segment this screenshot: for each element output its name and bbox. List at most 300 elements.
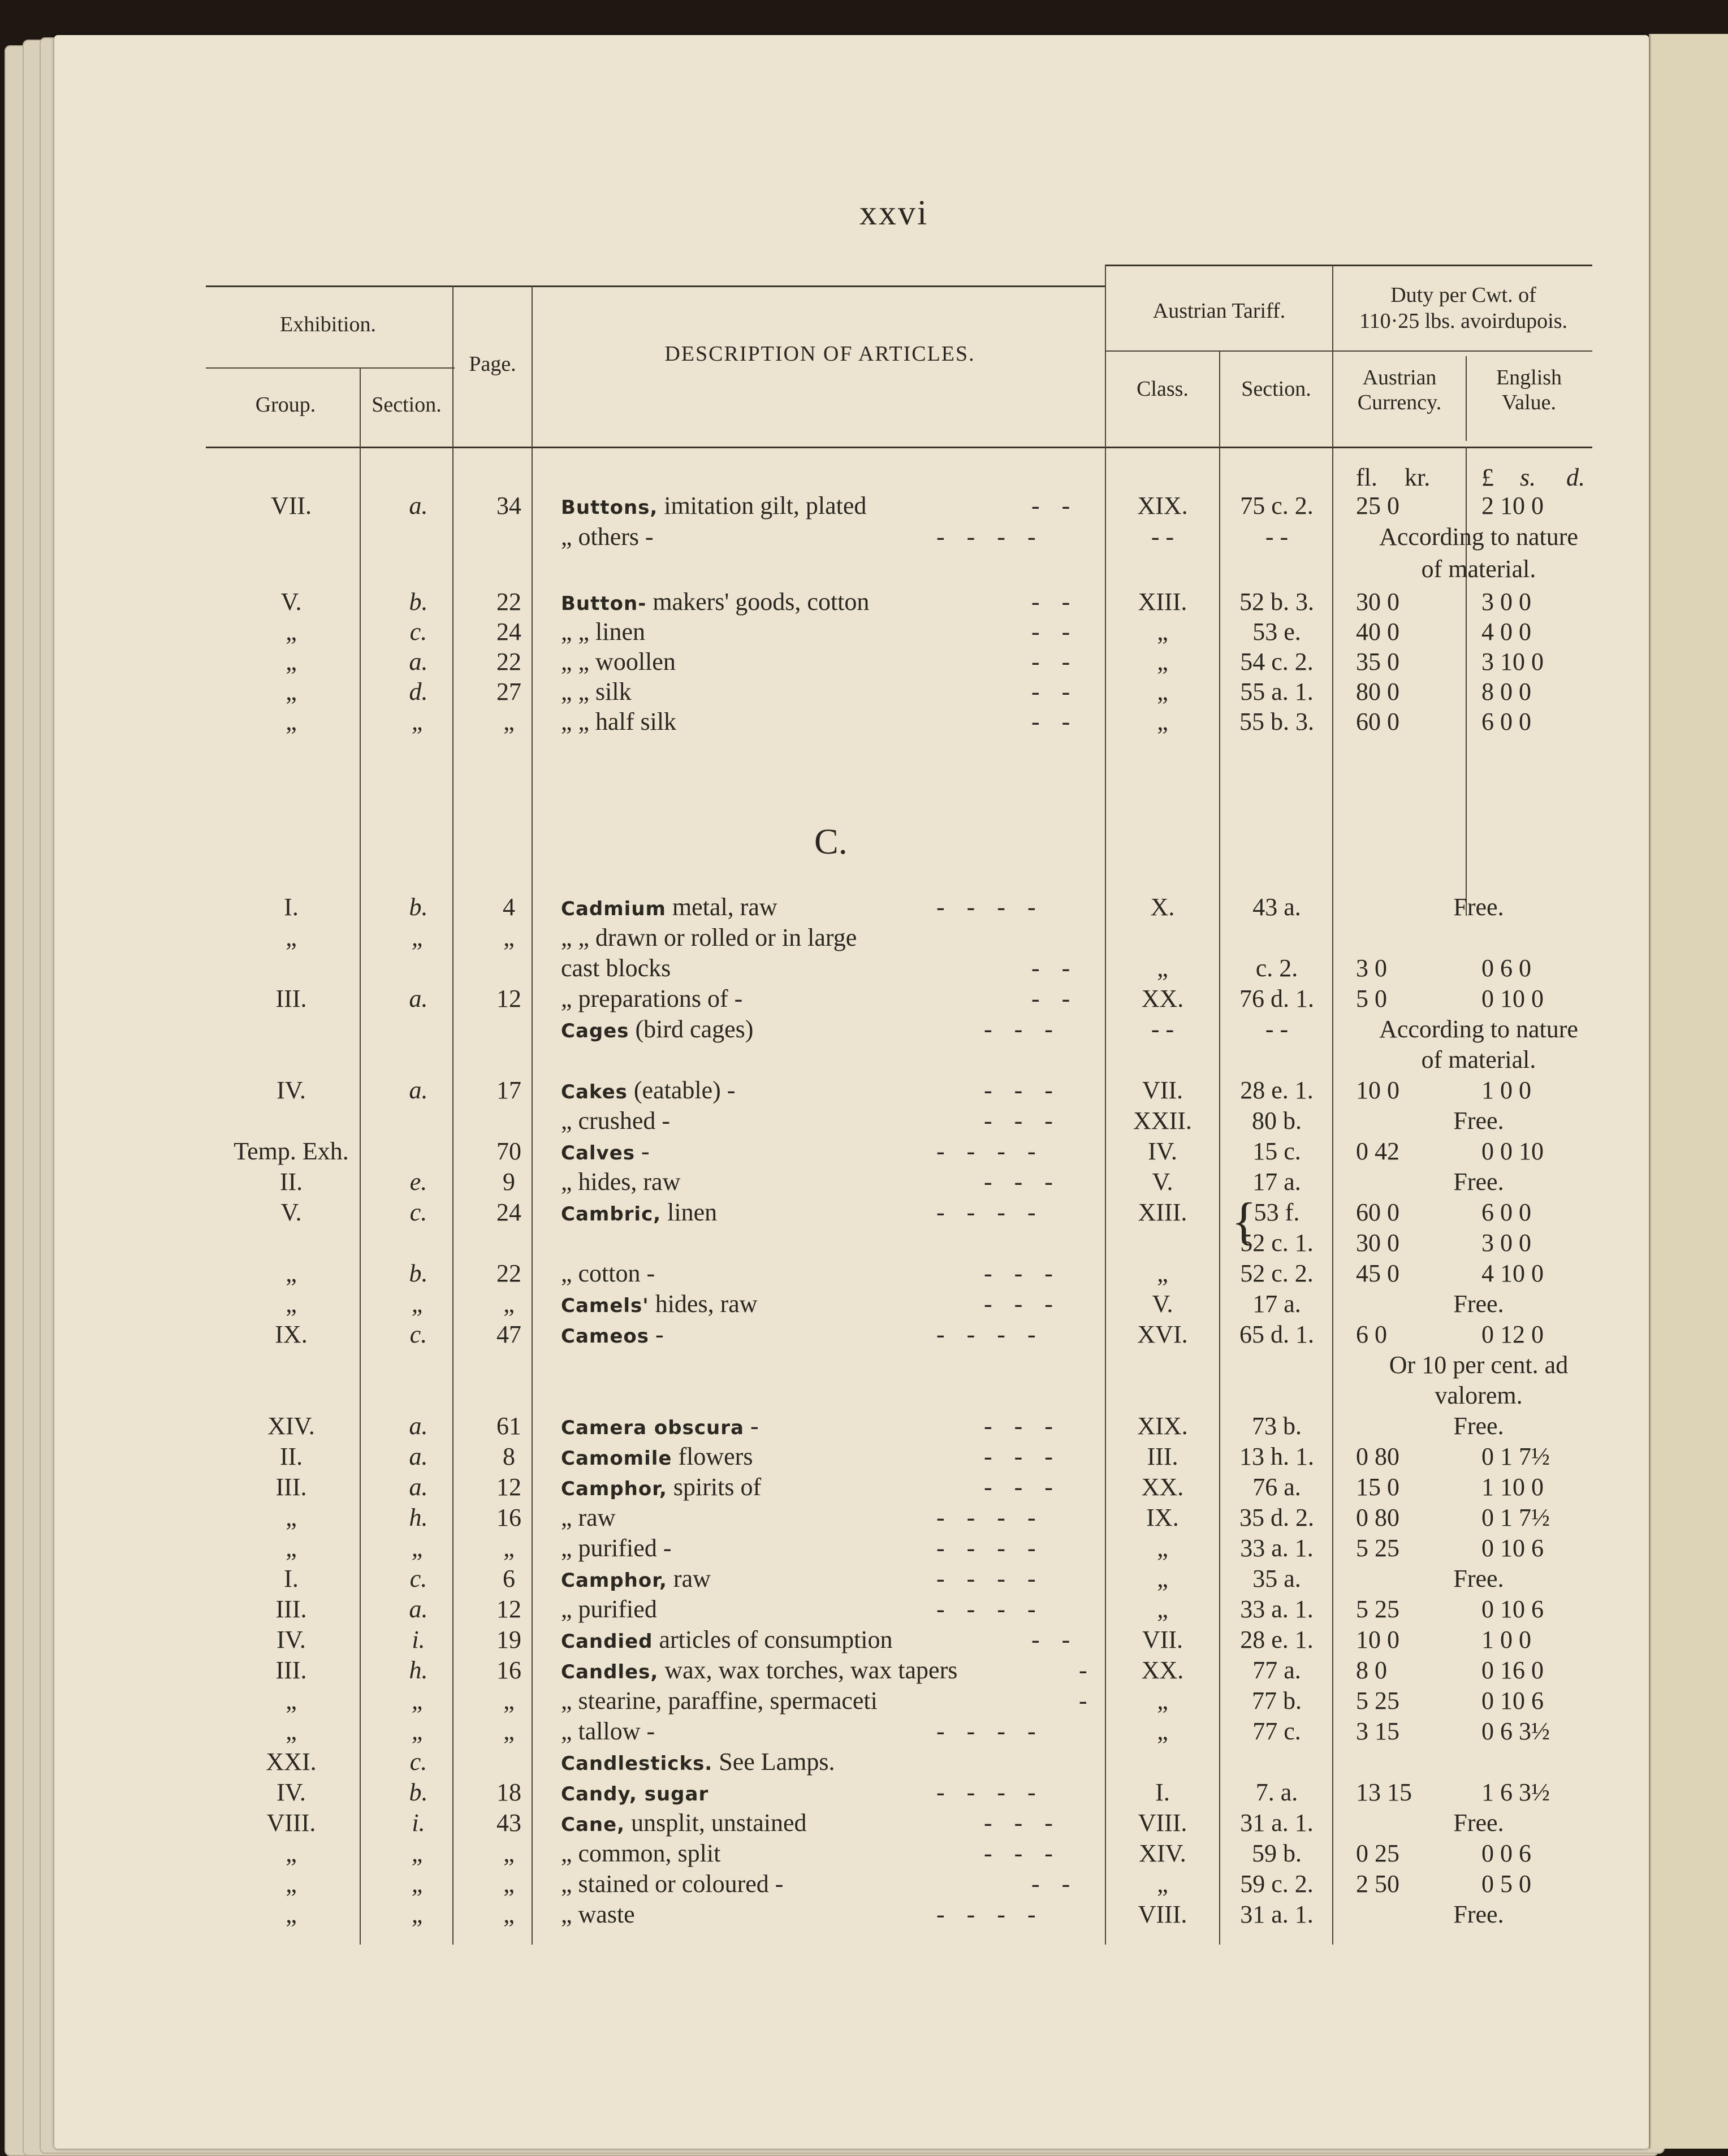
cell-group: XXI.: [266, 1748, 317, 1776]
cell-group: IV.: [277, 1076, 306, 1104]
cell-sec: „: [411, 1687, 426, 1715]
cell-page: 70: [496, 1137, 521, 1165]
cell-page: „: [503, 1717, 515, 1745]
article-name: Camomile: [561, 1447, 672, 1470]
cell-group: I.: [284, 1565, 299, 1592]
cell-asec: 53 f.: [1254, 1198, 1300, 1226]
cell-asec: 31 a. 1.: [1240, 1900, 1314, 1928]
tariff-rule: [1105, 350, 1592, 352]
cell-cls: XIII.: [1138, 588, 1187, 616]
cell-page: 16: [496, 1504, 521, 1531]
cell-asec: c. 2.: [1255, 954, 1298, 982]
unit-kr: kr.: [1405, 464, 1431, 491]
table-row: [0, 1900, 1728, 1929]
cell-description: [561, 1198, 717, 1228]
cell-sec: b.: [409, 588, 428, 616]
cell-group: „: [286, 1870, 297, 1898]
cell-asec: 17 a.: [1252, 1168, 1301, 1196]
cell-group: V.: [280, 1198, 302, 1226]
article-detail: „ stained or coloured -: [561, 1870, 784, 1898]
cell-asec: 17 a.: [1252, 1290, 1301, 1318]
cell-eng: 0 1 7½: [1481, 1504, 1550, 1531]
table-row: [0, 1473, 1728, 1501]
article-detail: imitation gilt, plated: [664, 492, 867, 519]
cell-sec: a.: [409, 985, 428, 1012]
table-row: [0, 648, 1728, 676]
cell-description: [561, 1534, 671, 1562]
article-name: Calves: [561, 1142, 636, 1164]
cell-sec: h.: [409, 1656, 428, 1684]
cell-eng: 0 10 0: [1481, 985, 1544, 1012]
article-detail: metal, raw: [672, 893, 777, 921]
table-row: [0, 1382, 1728, 1410]
cell-cls: „: [1157, 648, 1168, 676]
cell-group: IV.: [277, 1626, 306, 1653]
cell-group: „: [286, 618, 297, 646]
article-name: Cakes: [561, 1081, 628, 1103]
cell-page: 19: [496, 1626, 521, 1653]
cell-sec: a.: [409, 1443, 428, 1470]
cell-eng: 0 6 3½: [1481, 1717, 1550, 1745]
cell-asec: 55 a. 1.: [1240, 678, 1314, 705]
article-detail: spirits of: [673, 1473, 762, 1501]
cell-aus: 13 15: [1356, 1778, 1412, 1806]
leader-dashes: - - - -: [936, 1717, 1044, 1745]
table-row: [0, 1626, 1728, 1654]
cell-description: [561, 1900, 635, 1929]
unit-fl: fl.: [1356, 464, 1377, 491]
cell-page: „: [503, 1290, 515, 1318]
table-row: [0, 1778, 1728, 1807]
cell-page: 18: [496, 1778, 521, 1806]
cell-group: „: [286, 924, 297, 951]
cell-cls: IV.: [1148, 1137, 1177, 1165]
article-detail: „ hides, raw: [561, 1168, 681, 1196]
cell-cls: VIII.: [1138, 1900, 1187, 1928]
cell-description: [561, 1778, 709, 1808]
cell-aus: 5 25: [1356, 1534, 1399, 1562]
cell-sec: „: [411, 1534, 426, 1562]
cell-aus: 6 0: [1356, 1321, 1387, 1348]
cell-eng: 6 0 0: [1481, 1198, 1531, 1226]
cell-group: III.: [275, 1473, 307, 1501]
cell-description: [561, 1717, 655, 1746]
units-row: [0, 464, 1728, 492]
cell-eng: 0 10 6: [1481, 1687, 1544, 1715]
article-detail: flowers: [678, 1443, 753, 1470]
article-detail: „ cotton -: [561, 1259, 655, 1287]
leader-dashes: - - - -: [936, 1321, 1044, 1348]
cell-eng: 0 12 0: [1481, 1321, 1544, 1348]
cell-eng: 1 0 0: [1481, 1626, 1531, 1653]
cell-asec: 54 c. 2.: [1240, 648, 1314, 676]
cell-aus: 0 42: [1356, 1137, 1399, 1165]
cell-group: IX.: [275, 1321, 308, 1348]
cell-page: 6: [503, 1565, 515, 1592]
table-row: [0, 1076, 1728, 1105]
article-detail: „ „ silk: [561, 678, 632, 705]
leader-dashes: - - -: [984, 1412, 1061, 1440]
article-name: Cadmium: [561, 898, 666, 920]
cell-group: „: [286, 1259, 297, 1287]
cell-page: „: [503, 924, 515, 951]
page-number: xxvi: [859, 194, 929, 232]
article-name: Camera obscura: [561, 1417, 744, 1439]
cell-aus: 5 25: [1356, 1687, 1399, 1715]
cell-sec: c.: [409, 1321, 427, 1348]
cell-page: 47: [496, 1321, 521, 1348]
table-row: [0, 1534, 1728, 1562]
cell-page: 22: [496, 588, 521, 616]
cell-cls: VII.: [1142, 1626, 1183, 1653]
cell-group: VII.: [270, 492, 312, 519]
table-row: [0, 523, 1728, 551]
cell-group: II.: [279, 1443, 303, 1470]
cell-aus: 8 0: [1356, 1656, 1387, 1684]
cell-eng: 0 10 6: [1481, 1595, 1544, 1623]
article-name: Candy, sugar: [561, 1783, 709, 1806]
leader-dashes: - -: [1031, 492, 1078, 519]
article-detail: wax, wax torches, wax tapers: [664, 1656, 958, 1684]
leader-dashes: -: [1079, 1687, 1095, 1715]
article-name: Cages: [561, 1020, 629, 1042]
cell-aus: 3 0: [1356, 954, 1387, 982]
cell-sec: „: [411, 1290, 426, 1318]
cell-asec: 76 a.: [1252, 1473, 1301, 1501]
cell-description: [561, 1656, 957, 1686]
cell-description: [561, 1015, 753, 1045]
cell-duty: Free.: [1453, 1900, 1504, 1928]
cell-group: „: [286, 1900, 297, 1928]
cell-sec: b.: [409, 893, 428, 921]
cell-group: „: [286, 708, 297, 735]
table-row: [0, 1351, 1728, 1379]
leader-dashes: - -: [1031, 648, 1078, 676]
leader-dashes: - - - -: [936, 893, 1044, 921]
cell-asec: 52 c. 1.: [1240, 1229, 1314, 1257]
cell-description: [561, 1137, 650, 1167]
cell-cls: XIV.: [1139, 1839, 1186, 1867]
cell-sec: c.: [409, 618, 427, 646]
cell-cls: V.: [1152, 1290, 1173, 1318]
cell-cls: „: [1157, 1595, 1168, 1623]
cell-cls: VIII.: [1138, 1809, 1187, 1837]
section-letter: C.: [814, 821, 848, 861]
cell-asec: 35 a.: [1252, 1565, 1301, 1592]
cell-aus: 45 0: [1356, 1259, 1399, 1287]
cell-sec: a.: [409, 1595, 428, 1623]
cell-sec: a.: [409, 1076, 428, 1104]
cell-page: „: [503, 1534, 515, 1562]
cell-eng: 2 10 0: [1481, 492, 1544, 519]
cell-duty: valorem.: [1435, 1382, 1523, 1409]
cell-aus: 15 0: [1356, 1473, 1399, 1501]
cell-duty: Free.: [1453, 1412, 1504, 1440]
cell-asec: 59 b.: [1252, 1839, 1302, 1867]
table-row: [0, 1809, 1728, 1837]
cell-description: [561, 985, 742, 1013]
leader-dashes: - - - -: [936, 1534, 1044, 1562]
article-name: Button-: [561, 592, 647, 615]
article-detail: makers' goods, cotton: [653, 588, 870, 616]
cell-sec: „: [411, 1900, 426, 1928]
leader-dashes: - -: [1031, 985, 1078, 1012]
cell-asec: 33 a. 1.: [1240, 1534, 1314, 1562]
cell-cls: I.: [1155, 1778, 1170, 1806]
table-row: [0, 555, 1728, 583]
cell-sec: c.: [409, 1198, 427, 1226]
cell-group: „: [286, 1290, 297, 1318]
table-row: [0, 1198, 1728, 1227]
leader-dashes: - -: [1031, 678, 1078, 705]
cell-page: 24: [496, 1198, 521, 1226]
cell-group: „: [286, 1687, 297, 1715]
cell-sec: „: [411, 1717, 426, 1745]
cell-asec: - -: [1265, 1015, 1289, 1043]
article-name: Camels': [561, 1295, 649, 1317]
article-detail: „ others -: [561, 523, 654, 551]
cell-aus: 30 0: [1356, 588, 1399, 616]
table-row: [0, 924, 1728, 952]
cell-duty: Free.: [1453, 893, 1504, 921]
table-row: [0, 1259, 1728, 1288]
cell-asec: 65 d. 1.: [1239, 1321, 1314, 1348]
article-detail: -: [641, 1137, 650, 1165]
article-name: Candlesticks.: [561, 1752, 713, 1775]
cell-description: [561, 1687, 878, 1715]
cell-eng: 8 0 0: [1481, 678, 1531, 705]
cell-description: [561, 1504, 616, 1532]
cell-sec: „: [411, 924, 426, 951]
cell-description: [561, 1107, 670, 1135]
cell-asec: 73 b.: [1252, 1412, 1302, 1440]
cell-description: [561, 1748, 835, 1778]
cell-sec: a.: [409, 492, 428, 519]
header-english-value: English: [1496, 366, 1562, 389]
cell-sec: b.: [409, 1259, 428, 1287]
cell-page: „: [503, 1870, 515, 1898]
cell-eng: 3 10 0: [1481, 648, 1544, 676]
cell-eng: 0 16 0: [1481, 1656, 1544, 1684]
cell-description: [561, 1168, 680, 1196]
cell-aus: 80 0: [1356, 678, 1399, 705]
cell-asec: 43 a.: [1252, 893, 1301, 921]
article-name: Camphor,: [561, 1569, 667, 1592]
cell-description: [561, 1076, 735, 1106]
leader-dashes: - - -: [984, 1259, 1061, 1287]
cell-asec: 76 d. 1.: [1239, 985, 1314, 1012]
table-row: [0, 1839, 1728, 1868]
header-exhibition: Exhibition.: [280, 313, 376, 336]
table-row: [0, 954, 1728, 982]
cell-sec: c.: [409, 1748, 427, 1776]
leader-dashes: - -: [1031, 1626, 1078, 1653]
article-name: Cameos: [561, 1325, 649, 1348]
unit-d: d.: [1566, 464, 1585, 491]
cell-group: „: [286, 1504, 297, 1531]
cell-group: XIV.: [267, 1412, 315, 1440]
header-duty-line2: 110·25 lbs. avoirdupois.: [1359, 309, 1567, 333]
cell-sec: a.: [409, 1412, 428, 1440]
cell-page: 24: [496, 618, 521, 646]
leader-dashes: - - -: [984, 1473, 1061, 1501]
cell-duty: According to nature: [1379, 523, 1578, 551]
cell-eng: 0 5 0: [1481, 1870, 1531, 1898]
cell-asec: 59 c. 2.: [1240, 1870, 1314, 1898]
cell-asec: 52 b. 3.: [1239, 588, 1314, 616]
cell-group: „: [286, 648, 297, 676]
cell-description: [561, 1595, 657, 1624]
cell-page: 12: [496, 1473, 521, 1501]
table-row: [0, 1870, 1728, 1898]
article-detail: -: [750, 1412, 759, 1440]
cell-cls: XVI.: [1137, 1321, 1188, 1348]
table-row: [0, 1168, 1728, 1196]
table-row: [0, 1443, 1728, 1471]
header-class: Class.: [1137, 377, 1189, 401]
leader-dashes: -: [1079, 1656, 1095, 1684]
cell-page: 34: [496, 492, 521, 519]
cell-group: II.: [279, 1168, 303, 1196]
cell-sec: a.: [409, 1473, 428, 1501]
cell-description: [561, 1259, 655, 1288]
header-section: Section.: [371, 393, 442, 417]
cell-description: [561, 708, 676, 736]
cell-eng: 3 0 0: [1481, 588, 1531, 616]
article-detail: articles of consumption: [659, 1626, 893, 1653]
cell-group: III.: [275, 985, 307, 1012]
article-detail: „ purified -: [561, 1534, 672, 1562]
cell-cls: XX.: [1141, 985, 1184, 1012]
cell-group: „: [286, 678, 297, 705]
leader-dashes: - - -: [984, 1443, 1061, 1470]
cell-sec: h.: [409, 1504, 428, 1531]
leader-dashes: - -: [1031, 708, 1078, 735]
cell-aus: 5 0: [1356, 985, 1387, 1012]
cell-description: [561, 1473, 761, 1503]
cell-aus: 35 0: [1356, 648, 1399, 676]
leader-dashes: - - -: [984, 1076, 1061, 1104]
cell-cls: „: [1157, 618, 1168, 646]
cell-eng: 0 6 0: [1481, 954, 1531, 982]
cell-asec: 77 c.: [1252, 1717, 1301, 1745]
article-detail: cast blocks: [561, 954, 671, 982]
leader-dashes: - -: [1031, 1870, 1078, 1898]
cell-sec: e.: [409, 1168, 427, 1196]
cell-sec: i.: [412, 1809, 425, 1837]
table-row: [0, 492, 1728, 520]
cell-description: [561, 1626, 893, 1656]
article-name: Cambric,: [561, 1203, 662, 1226]
cell-asec: 53 e.: [1252, 618, 1301, 646]
cell-description: [561, 1290, 758, 1320]
rule: [1105, 265, 1106, 447]
cell-page: 22: [496, 648, 521, 676]
cell-page: „: [503, 1687, 515, 1715]
article-detail: „ tallow -: [561, 1717, 655, 1745]
cell-page: 12: [496, 985, 521, 1012]
cell-description: [561, 1809, 807, 1839]
cell-eng: 3 0 0: [1481, 1229, 1531, 1257]
table-row: [0, 1595, 1728, 1624]
cell-cls: VII.: [1142, 1076, 1183, 1104]
cell-cls: - -: [1151, 523, 1174, 551]
cell-asec: 80 b.: [1252, 1107, 1302, 1135]
cell-duty: Free.: [1453, 1290, 1504, 1318]
table-row: [0, 985, 1728, 1013]
cell-eng: 0 0 6: [1481, 1839, 1531, 1867]
cell-aus: 2 50: [1356, 1870, 1399, 1898]
cell-asec: 55 b. 3.: [1239, 708, 1314, 735]
table-row: [0, 1412, 1728, 1440]
exhibition-rule: [206, 367, 455, 369]
cell-aus: 0 80: [1356, 1504, 1399, 1531]
cell-eng: 4 10 0: [1481, 1259, 1544, 1287]
cell-cls: X.: [1150, 893, 1175, 921]
cell-description: [561, 893, 777, 923]
article-detail: „ crushed -: [561, 1107, 671, 1135]
header-english-value: Value.: [1501, 391, 1557, 414]
article-name: Candied: [561, 1630, 653, 1653]
article-detail: -: [655, 1321, 664, 1348]
cell-group: V.: [280, 588, 302, 616]
article-detail: „ „ drawn or rolled or in large: [561, 924, 857, 951]
cell-duty: According to nature: [1379, 1015, 1578, 1043]
article-detail: „ „ linen: [561, 618, 646, 646]
cell-cls: XX.: [1141, 1656, 1184, 1684]
cell-page: 61: [496, 1412, 521, 1440]
table-row: [0, 1687, 1728, 1715]
cell-asec: 75 c. 2.: [1240, 492, 1314, 519]
cell-group: III.: [275, 1656, 307, 1684]
article-name: Cane,: [561, 1813, 625, 1836]
leader-dashes: - - -: [984, 1809, 1061, 1837]
cell-aus: 25 0: [1356, 492, 1399, 519]
cell-group: VIII.: [266, 1809, 316, 1837]
cell-page: 43: [496, 1809, 521, 1837]
cell-group: IV.: [277, 1778, 306, 1806]
cell-aus: 40 0: [1356, 618, 1399, 646]
cell-description: [561, 1839, 720, 1868]
cell-cls: „: [1157, 708, 1168, 735]
leader-dashes: - - -: [984, 1290, 1061, 1318]
cell-cls: - -: [1151, 1015, 1174, 1043]
cell-group: Temp. Exh.: [234, 1137, 349, 1165]
cell-asec: 13 h. 1.: [1239, 1443, 1314, 1470]
article-detail: „ preparations of -: [561, 985, 743, 1012]
header-austrian-currency: Currency.: [1357, 391, 1442, 414]
leader-dashes: - - - -: [936, 1504, 1044, 1531]
leader-dashes: - - -: [984, 1168, 1061, 1196]
table-row: [0, 1656, 1728, 1685]
table-row: [0, 1229, 1728, 1257]
cell-description: [561, 492, 866, 522]
cell-description: [561, 588, 869, 618]
cell-cls: „: [1157, 1870, 1168, 1898]
cell-sec: „: [411, 1839, 426, 1867]
cell-aus: 10 0: [1356, 1626, 1399, 1653]
table-row: [0, 1565, 1728, 1593]
cell-page: 12: [496, 1595, 521, 1623]
cell-group: III.: [275, 1595, 307, 1623]
cell-asec: 35 d. 2.: [1239, 1504, 1314, 1531]
article-detail: unsplit, unstained: [631, 1809, 807, 1837]
cell-cls: IX.: [1146, 1504, 1179, 1531]
table-row: [0, 1748, 1728, 1776]
cell-aus: 60 0: [1356, 1198, 1399, 1226]
cell-duty: Free.: [1453, 1809, 1504, 1837]
cell-cls: XXII.: [1133, 1107, 1192, 1135]
